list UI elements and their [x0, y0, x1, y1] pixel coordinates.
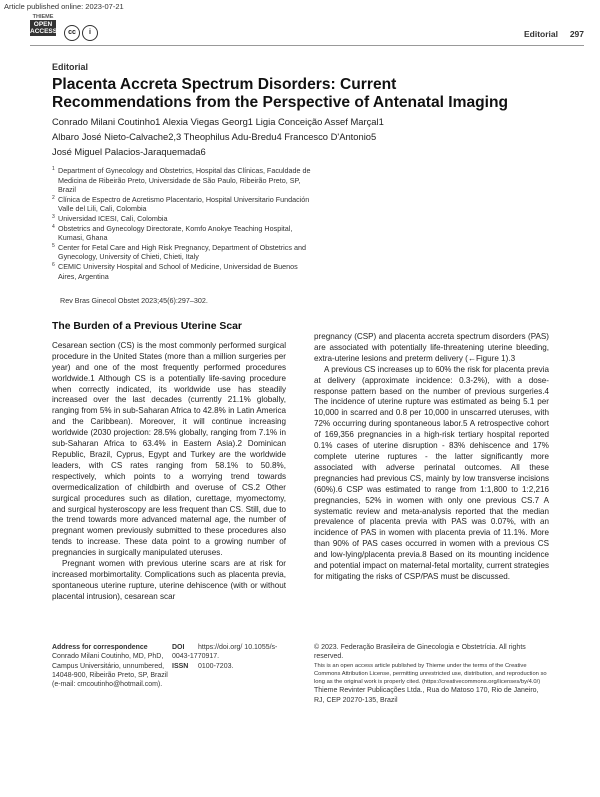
- body-paragraph: pregnancy (CSP) and placenta accreta spectrum disorders (PAS) are associated with potentially life-threatening uterine bleeding, extra-uterine lesions and preterm delivery (←Figure 1).3: [314, 332, 549, 363]
- doi-issn: [172, 643, 282, 671]
- correspondence: [52, 643, 172, 689]
- affiliation-number: 5: [52, 242, 55, 249]
- body-paragraph: A previous CS increases up to 60% the risk for placenta previa at delivery (approximate incidence: 0.3-2%), with a dose-response pattern based on the number of previous surgeries.4 The incidence of uterine rupture was estimated as being 5.1 per 10,000 in scarred and 0.8 per 10,000 in unscarred uteruses, with 72% occurring during spontaneous labor.5 A retrospective cohort of 169,356 pregnancies in a high-risk tertiary hospital reported 0.1% cases of uterine disruption - 83% dehiscence and 17% complete uterine ruptures - the latter significantly more associated with adverse perinatal outcomes. All these pregnancies had previous CS, mainly by low transverse incisions (60%).6 CSP was estimated to range from 1:1,800 to 1:2,216 pregnancies, 52% in women with only one previous CS.7 A systematic review and meta-analysis reported that the median prevalence of placenta previa with PAS was 0.07%, with an incidence of PAS in women with placenta previa of 11.1%. More than 90% of PAS cases occurred in women with a previous CS and low-lying/placenta previa.8 Based on its mounting incidence and potential impact on maternal-fetal mortality, current strategies for mitigating the risks of CSP/PAS must be discussed.: [314, 364, 549, 581]
- author-list: [52, 114, 522, 159]
- affiliation-text: Clínica de Espectro de Acretismo Placentario, Hospital Universitario Fundación Valle del Lili, Cali, Colombia: [58, 194, 310, 214]
- affiliation-number: 6: [52, 261, 55, 268]
- header-rule: [30, 45, 584, 46]
- publication-date: Article published online: 2023-07-21: [4, 2, 124, 11]
- open-access-badge-top: THIEME: [32, 14, 54, 20]
- license-text: This is an open access article published by Thieme under the terms of the Creative Commons Attribution License, permitting unrestricted use, distribution, and reproduction so long as the original work is properly cited. (https://creativecommons.org/licenses/by/4.0/): [314, 662, 547, 685]
- copyright: © 2023. Federação Brasileira de Ginecologia e Obstetrícia. All rights reserved.: [314, 644, 526, 661]
- affiliation-number: 1: [52, 166, 55, 172]
- issn-label: ISSN: [172, 662, 189, 670]
- attribution-icon: i: [82, 25, 98, 41]
- affiliation-item: [52, 262, 312, 281]
- authors-line-2: Albaro José Nieto-Calvache2,3 Theophilus Adu-Bredu4 Francesco D'Antonio5: [52, 131, 377, 142]
- body-paragraph: Pregnant women with previous uterine scars are at risk for increased morbimortality. Complications such as placenta previa, spontaneous uterine rupture, uterine dehiscence (with or without placental intrusion), cesarean scar: [52, 559, 286, 601]
- affiliation-item: [52, 214, 312, 224]
- affiliation-number: 4: [52, 223, 55, 230]
- issn-value: 0100-7203.: [198, 662, 234, 670]
- affiliation-text: Center for Fetal Care and High Risk Pregnancy, Department of Obstetrics and Gynecology, University of Chieti, Chieti, Italy: [58, 242, 306, 262]
- affiliation-number: 3: [52, 213, 55, 220]
- affiliations: [52, 166, 312, 281]
- affiliation-number: 2: [52, 194, 55, 201]
- copyright-block: [314, 643, 549, 705]
- page-number: 297: [569, 29, 584, 39]
- body-paragraph: Cesarean section (CS) is the most commonly performed surgical procedure in the United States (more than a million surgeries per year) and one of the most frequently performed procedures worldwide.1 Although CS is a potentially life-saving procedure when correctly indicated, its worldwide use has steadily increased over the last decades (currently 21.1% globally, ranging from 5% in sub-Saharan Africa to 42.8% in Latin America and the Caribbean). Moreover, it will continue increasing worldwide (2030 projection: 28.5% globally, ranging from 7.1% in sub-Saharan Africa to 63.4% in Eastern Asia).2 Dominican Republic, Brazil, Cyprus, Egypt and Turkey are the worldwide leaders, with CS rates ranging from 58.1% to 50.8%, respectively, which points to a worrying trend towards overmedicalization of childbirth and overuse of CS.2 Other surgical procedures such as dilation, curettage, myomectomy, and surgical hysteroscopy are less frequent than CS. Still, due to the trend towards more advanced maternal age, the number of pregnant women previously submitted to these procedures also tends to increase. These data point to a growing number of pregnancies in surgically manipulated uteruses.: [52, 340, 286, 558]
- running-header: Editorial: [523, 29, 558, 39]
- creative-commons-icon: cc: [64, 25, 80, 41]
- section-heading: The Burden of a Previous Uterine Scar: [52, 321, 242, 332]
- authors-line-1: Conrado Milani Coutinho1 Alexia Viegas Georg1 Ligia Conceição Assef Marçal1: [52, 116, 384, 127]
- affiliation-text: Department of Gynecology and Obstetrics, Hospital das Clínicas, Faculdade de Medicina de Ribeirão Preto, Universidade de São Paulo, Ribeirão Preto, SP, Brazil: [58, 166, 311, 195]
- affiliation-text: Obstetrics and Gynecology Directorate, Komfo Anokye Teaching Hospital, Kumasi, Ghana: [58, 223, 293, 243]
- open-access-badge-label: OPEN ACCESS: [30, 21, 58, 35]
- affiliation-text: CEMIC University Hospital and School of Medicine, Universidad de Buenos Aires, Argentina: [58, 261, 298, 281]
- affiliation-item: [52, 243, 312, 262]
- correspondence-text: Conrado Milani Coutinho, MD, PhD, Campus Universitário, unnumbered, 14048-900, Ribeirão Preto, SP, Brazil (e-mail: cmcoutinho@hotmail.com).: [52, 653, 168, 689]
- correspondence-label: Address for correspondence: [52, 644, 148, 651]
- affiliation-item: [52, 166, 312, 195]
- article-title: Placenta Accreta Spectrum Disorders: Current Recommendations from the Perspective of Antenatal Imaging: [52, 76, 509, 111]
- open-access-badge: [30, 14, 56, 42]
- authors-line-3: José Miguel Palacios-Jaraquemada6: [52, 146, 206, 157]
- doi-link[interactable]: https://doi.org/ 10.1055/s-0043-1770917.: [172, 644, 278, 661]
- doi-label: DOI: [172, 644, 185, 651]
- publisher-address: Thieme Revinter Publicações Ltda., Rua do Matoso 170, Rio de Janeiro, RJ, CEP 20270-135, Brazil: [314, 687, 539, 704]
- left-column: [52, 322, 286, 603]
- journal-citation: Rev Bras Ginecol Obstet 2023;45(6):297–302.: [60, 296, 208, 305]
- affiliation-item: [52, 195, 312, 214]
- affiliation-item: [52, 224, 312, 243]
- affiliation-text: Universidad ICESI, Cali, Colombia: [58, 213, 168, 223]
- article-type: Editorial: [52, 62, 89, 72]
- right-column: [314, 332, 549, 583]
